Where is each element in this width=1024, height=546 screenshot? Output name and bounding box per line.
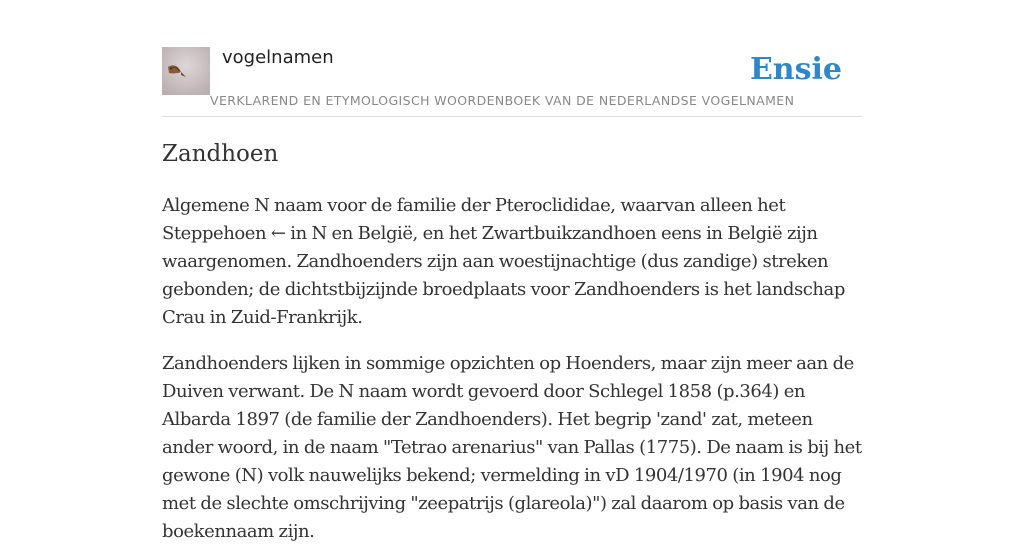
site-header bbox=[162, 40, 862, 117]
ensie-logo[interactable]: Ensie bbox=[749, 52, 842, 87]
avatar[interactable] bbox=[162, 47, 210, 95]
article-paragraph: Zandhoenders lijken in sommige opzichten op Hoenders, maar zijn meer aan de Duiven verwant. De N naam wordt gevoerd door Schlegel 1858 (p.364) en Albarda 1897 (de familie der Zandhoenders). Het begrip 'zand' zat, meteen ander woord, in de naam "Tetrao arenarius" van Pallas (1775). De naam is bij het gewone (N) volk nauwelijks bekend; vermelding in vD 1904/1970 (in 1904 nog met de slechte omschrijving "zeepatrijs (glareola)") zal daarom op basis van de boekennaam zijn. bbox=[162, 353, 862, 542]
site-subtitle: VERKLAREND EN ETYMOLOGISCH WOORDENBOEK VAN DE NEDERLANDSE VOGELNAMEN bbox=[210, 93, 795, 108]
article-paragraph: Algemene N naam voor de familie der Pteroclididae, waarvan alleen het Steppehoen ← in N en België, en het Zwartbuikzandhoen eens in België zijn waargenomen. Zandhoenders zijn aan woestijnachtige (dus zandige) streken gebonden; de dichtstbijzijnde broedplaats voor Zandhoenders is het landschap Crau in Zuid-Frankrijk. bbox=[162, 195, 845, 328]
page-title: Zandhoen bbox=[162, 141, 279, 167]
bird-photo-icon bbox=[162, 47, 210, 95]
site-name[interactable]: vogelnamen bbox=[222, 47, 334, 68]
article bbox=[162, 138, 864, 546]
